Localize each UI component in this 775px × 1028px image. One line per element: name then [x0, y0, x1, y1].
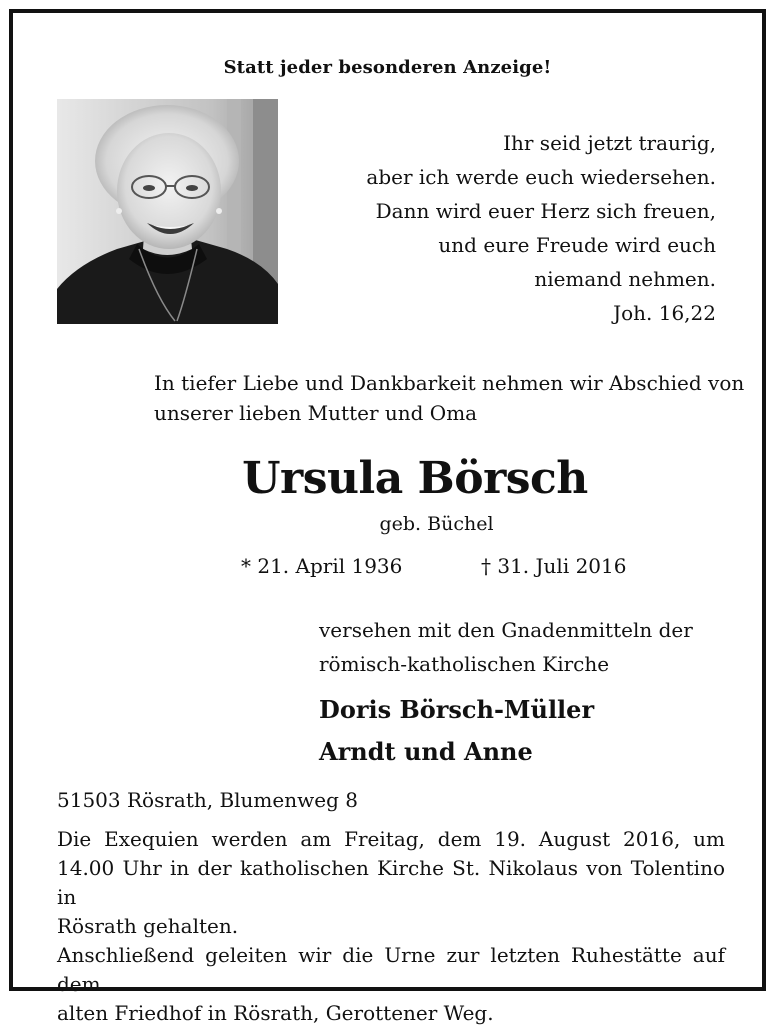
family-address: 51503 Rösrath, Blumenweg 8 — [57, 788, 358, 812]
maiden-name: geb. Büchel — [379, 513, 494, 535]
service-paragraph — [57, 825, 725, 941]
verse-line: Dann wird euer Herz sich freuen, — [375, 199, 716, 223]
sacraments-note — [319, 613, 693, 681]
mourners-list — [319, 689, 594, 773]
sacraments-line: versehen mit den Gnadenmitteln der — [319, 618, 693, 642]
verse-line: Ihr seid jetzt traurig, — [503, 131, 716, 155]
verse-reference: Joh. 16,22 — [613, 301, 716, 325]
service-line: Die Exequien werden am Freitag, dem 19. August 2016, um — [57, 827, 725, 851]
bible-verse — [296, 126, 716, 330]
intro-line: unserer lieben Mutter und Oma — [154, 401, 478, 425]
deceased-name: Ursula Börsch — [242, 453, 588, 504]
verse-line: niemand nehmen. — [534, 267, 716, 291]
intro-line: In tiefer Liebe und Dankbarkeit nehmen wir Abschied von — [154, 371, 745, 395]
obituary-frame — [9, 9, 766, 1025]
burial-line: Anschließend geleiten wir die Urne zur letzten Ruhestätte auf dem — [57, 943, 725, 996]
service-details — [57, 825, 725, 1028]
notice-header: Statt jeder besonderen Anzeige! — [223, 57, 552, 78]
death-date: † 31. Juli 2016 — [481, 554, 627, 578]
burial-line: alten Friedhof in Rösrath, Gerottener Weg. — [57, 1001, 494, 1025]
portrait-photo-icon — [57, 99, 278, 324]
birth-date: * 21. April 1936 — [241, 554, 403, 578]
farewell-intro — [154, 368, 745, 428]
mourner-name: Arndt und Anne — [319, 737, 533, 766]
mourner-name: Doris Börsch-Müller — [319, 695, 595, 724]
burial-paragraph — [57, 941, 725, 1028]
service-line: 14.00 Uhr in der katholischen Kirche St. Nikolaus von Tolentino in — [57, 856, 725, 909]
sacraments-line: römisch-katholischen Kirche — [319, 652, 610, 676]
verse-line: und eure Freude wird euch — [438, 233, 716, 257]
service-line: Rösrath gehalten. — [57, 914, 239, 938]
verse-line: aber ich werde euch wiedersehen. — [366, 165, 716, 189]
